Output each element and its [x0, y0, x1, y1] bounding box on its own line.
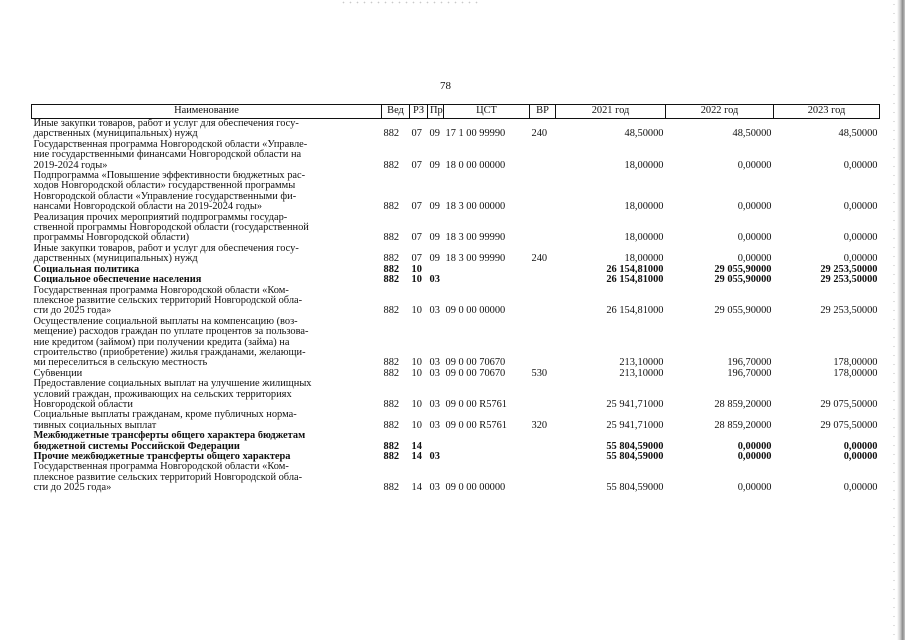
name-line: Прочие межбюджетные трансферты общего характера — [33, 452, 291, 462]
cell-cst: 09 0 00 R5761 — [445, 398, 507, 410]
name-line: Межбюджетные трансферты общего характера бюджетам — [33, 431, 306, 442]
cell-y2022: 0,00000 — [737, 232, 772, 244]
cell-y2023: 0,00000 — [843, 452, 878, 462]
name-line: дарственных (муниципальных) нужд — [33, 128, 198, 140]
cell-name — [32, 379, 382, 410]
name-line: нансами Новгородской области на 2019-2024 годы» — [33, 201, 263, 213]
cell-cst: 09 0 00 00000 — [445, 482, 506, 494]
cell-cst: 18 0 00 00000 — [445, 159, 506, 171]
cell-ved: 882 — [383, 398, 400, 410]
cell-vr — [530, 275, 556, 285]
cell-ved: 882 — [383, 452, 400, 462]
cell-y2023: 0,00000 — [843, 440, 878, 452]
cell-y2021: 26 154,81000 — [606, 305, 664, 317]
cell-y2023: 178,00000 — [833, 368, 878, 379]
name-line: программы Новгородской области) — [33, 232, 190, 244]
cell-name — [32, 431, 382, 452]
name-line: Государственная программа Новгородской области «Ком- — [33, 285, 289, 296]
cell-y2023: 48,50000 — [838, 128, 878, 140]
cell-pr: 03 — [429, 419, 440, 431]
cell-name — [32, 369, 382, 379]
name-line: Реализация прочих мероприятий подпрограммы государ- — [33, 212, 288, 223]
cell-y2023: 29 253,50000 — [820, 264, 878, 275]
name-line: Социальная политика — [33, 264, 140, 275]
cell-cst: 18 3 00 99990 — [445, 253, 506, 265]
header-name: Наименование — [32, 105, 382, 119]
cell-vr — [530, 317, 556, 369]
cell-rz: 07 — [411, 232, 422, 244]
table-header-row — [32, 105, 880, 119]
cell-name — [32, 265, 382, 275]
cell-cst: 09 0 00 70670 — [445, 357, 506, 369]
cell-y2022: 28 859,20000 — [714, 419, 772, 431]
cell-pr: 09 — [429, 232, 440, 244]
name-line: плексное развитие сельских территорий Новгородской обла- — [33, 294, 303, 306]
name-line: строительство (приобретение) жилья гражданами, желающи- — [33, 346, 306, 358]
cell-y2021: 26 154,81000 — [606, 264, 664, 275]
cell-pr: 03 — [429, 357, 440, 369]
cell-rz: 14 — [411, 440, 422, 452]
table-row — [32, 452, 880, 462]
cell-name — [32, 452, 382, 462]
cell-y2021: 55 804,59000 — [606, 440, 664, 452]
cell-y2022: 196,70000 — [727, 357, 772, 369]
cell-y2022: 28 859,20000 — [714, 398, 772, 410]
cell-vr — [530, 213, 556, 244]
name-line: Иные закупки товаров, работ и услуг для обеспечения госу- — [33, 243, 299, 254]
table-row — [32, 265, 880, 275]
cell-pr — [428, 431, 444, 452]
cell-y2023: 0,00000 — [843, 482, 878, 494]
name-line: Предоставление социальных выплат на улучшение жилищных — [33, 379, 312, 390]
cell-ved: 882 — [383, 368, 400, 379]
header-2022: 2022 год — [666, 105, 774, 119]
header-vr: ВР — [530, 105, 556, 119]
cell-rz: 07 — [411, 159, 422, 171]
cell-rz: 10 — [411, 398, 422, 410]
cell-y2021: 26 154,81000 — [606, 275, 664, 286]
cell-rz: 07 — [411, 201, 422, 213]
name-line: Иные закупки товаров, работ и услуг для обеспечения госу- — [33, 118, 299, 129]
name-line: дарственных (муниципальных) нужд — [33, 253, 198, 265]
cell-ved: 882 — [383, 419, 400, 431]
cell-rz: 10 — [411, 275, 422, 286]
cell-vr — [530, 431, 556, 452]
name-line: Государственная программа Новгородской области «Ком- — [33, 462, 289, 473]
cell-y2021: 25 941,71000 — [606, 398, 664, 410]
cell-pr: 09 — [429, 253, 440, 265]
scan-edge — [897, 0, 905, 640]
cell-name — [32, 171, 382, 213]
cell-ved: 882 — [383, 264, 400, 275]
cell-ved: 882 — [383, 232, 400, 244]
cell-vr: 240 — [531, 128, 548, 140]
cell-rz: 07 — [411, 128, 422, 140]
cell-y2022: 0,00000 — [737, 159, 772, 171]
name-line: ственной программы Новгородской области (государственной — [33, 222, 309, 234]
cell-ved: 882 — [383, 253, 400, 265]
table-row — [32, 317, 880, 369]
cell-name — [32, 410, 382, 431]
cell-ved: 882 — [383, 201, 400, 213]
cell-vr — [530, 462, 556, 493]
name-line: бюджетной системы Российской Федерации — [33, 440, 240, 452]
table-row — [32, 369, 880, 379]
cell-vr — [530, 286, 556, 317]
header-2021: 2021 год — [556, 105, 666, 119]
cell-y2022: 0,00000 — [737, 201, 772, 213]
table-row — [32, 379, 880, 410]
name-line: Социальные выплаты гражданам, кроме публичных норма- — [33, 410, 297, 421]
header-pr: Пр — [428, 105, 444, 119]
cell-rz: 10 — [411, 305, 422, 317]
cell-y2022: 29 055,90000 — [714, 264, 772, 275]
name-line: Осуществление социальной выплаты на компенсацию (воз- — [33, 316, 298, 327]
name-line: Новгородской области «Управление государственными фи- — [33, 190, 297, 202]
cell-cst: 09 0 00 00000 — [445, 305, 506, 317]
cell-ved: 882 — [383, 357, 400, 369]
cell-rz: 14 — [411, 452, 422, 462]
cell-pr: 03 — [429, 482, 440, 494]
cell-y2022: 0,00000 — [737, 440, 772, 452]
name-line: Подпрограмма «Повышение эффективности бюджетных рас- — [33, 171, 306, 182]
name-line: сти до 2025 года» — [33, 305, 112, 317]
table-row — [32, 286, 880, 317]
cell-cst — [444, 275, 530, 285]
cell-vr: 320 — [531, 419, 548, 431]
cell-y2022: 0,00000 — [737, 452, 772, 462]
cell-y2022: 196,70000 — [727, 368, 772, 379]
cell-y2021: 213,10000 — [619, 368, 664, 379]
table-row — [32, 462, 880, 493]
cell-y2022: 48,50000 — [732, 128, 772, 140]
cell-ved: 882 — [383, 305, 400, 317]
cell-rz: 14 — [411, 482, 422, 494]
cell-y2021: 55 804,59000 — [606, 452, 664, 462]
cell-rz: 07 — [411, 253, 422, 265]
cell-y2023: 29 253,50000 — [820, 275, 878, 286]
cell-y2021: 18,00000 — [624, 159, 664, 171]
table-row — [32, 244, 880, 265]
name-line: Государственная программа Новгородской области «Управле- — [33, 139, 308, 150]
table-row — [32, 140, 880, 171]
cell-cst: 17 1 00 99990 — [445, 128, 506, 140]
cell-name — [32, 244, 382, 265]
name-line: ние государственными финансами Новгородской области на — [33, 149, 302, 161]
cell-cst: 18 3 00 99990 — [445, 232, 506, 244]
table-row — [32, 171, 880, 213]
cell-pr: 03 — [429, 398, 440, 410]
cell-vr — [530, 265, 556, 275]
cell-y2022: 0,00000 — [737, 253, 772, 265]
cell-name — [32, 140, 382, 171]
cell-vr — [530, 140, 556, 171]
cell-rz: 10 — [411, 419, 422, 431]
budget-table — [31, 104, 880, 494]
cell-name — [32, 119, 382, 140]
cell-rz: 10 — [411, 368, 422, 379]
header-rz: РЗ — [410, 105, 428, 119]
scan-artifact — [340, 0, 480, 5]
header-2023: 2023 год — [774, 105, 880, 119]
cell-y2022: 0,00000 — [737, 482, 772, 494]
cell-vr: 240 — [531, 253, 548, 265]
cell-y2022: 29 055,90000 — [714, 305, 772, 317]
cell-pr: 03 — [429, 305, 440, 317]
cell-pr: 03 — [429, 452, 440, 462]
cell-ved: 882 — [383, 128, 400, 140]
name-line: 2019-2024 годы» — [33, 159, 108, 171]
cell-ved: 882 — [383, 482, 400, 494]
cell-name — [32, 275, 382, 285]
cell-y2023: 29 253,50000 — [820, 305, 878, 317]
cell-cst — [444, 265, 530, 275]
cell-name — [32, 462, 382, 493]
cell-y2021: 48,50000 — [624, 128, 664, 140]
header-ved: Вед — [382, 105, 410, 119]
cell-rz: 10 — [411, 357, 422, 369]
cell-y2021: 213,10000 — [619, 357, 664, 369]
name-line: Субвенции — [33, 368, 83, 379]
cell-pr: 09 — [429, 159, 440, 171]
cell-pr: 09 — [429, 128, 440, 140]
name-line: тивных социальных выплат — [33, 419, 157, 431]
table-row — [32, 119, 880, 140]
cell-name — [32, 286, 382, 317]
cell-vr — [530, 171, 556, 213]
name-line: плексное развитие сельских территорий Новгородской обла- — [33, 471, 303, 483]
cell-name — [32, 317, 382, 369]
cell-ved: 882 — [383, 159, 400, 171]
cell-pr: 03 — [429, 368, 440, 379]
cell-y2021: 55 804,59000 — [606, 482, 664, 494]
table-row — [32, 431, 880, 452]
cell-y2023: 0,00000 — [843, 253, 878, 265]
cell-ved: 882 — [383, 275, 400, 286]
cell-y2022: 29 055,90000 — [714, 275, 772, 286]
cell-rz: 10 — [411, 264, 422, 275]
cell-y2021: 18,00000 — [624, 201, 664, 213]
cell-y2021: 18,00000 — [624, 232, 664, 244]
name-line: Социальное обеспечение населения — [33, 275, 202, 286]
cell-y2023: 0,00000 — [843, 232, 878, 244]
name-line: ходов Новгородской области» государственной программы — [33, 180, 296, 192]
cell-y2021: 25 941,71000 — [606, 419, 664, 431]
cell-y2023: 0,00000 — [843, 159, 878, 171]
name-line: сти до 2025 года» — [33, 482, 112, 494]
cell-y2023: 0,00000 — [843, 201, 878, 213]
cell-cst: 09 0 00 R5761 — [445, 419, 507, 431]
table-body — [32, 119, 880, 494]
table-row — [32, 410, 880, 431]
table-row — [32, 275, 880, 285]
name-line: ние кредитом (займом) при получении кредита (займа) на — [33, 336, 290, 348]
cell-vr — [530, 452, 556, 462]
cell-name — [32, 213, 382, 244]
name-line: ми переселиться в сельскую местность — [33, 357, 208, 369]
table-row — [32, 213, 880, 244]
name-line: условий граждан, проживающих на сельских территориях — [33, 388, 292, 400]
cell-cst: 18 3 00 00000 — [445, 201, 506, 213]
page-number: 78 — [440, 80, 451, 92]
cell-pr: 03 — [429, 275, 440, 286]
name-line: Новгородской области — [33, 398, 133, 410]
cell-vr — [530, 379, 556, 410]
cell-ved: 882 — [383, 440, 400, 452]
header-cst: ЦСТ — [444, 105, 530, 119]
cell-pr: 09 — [429, 201, 440, 213]
cell-cst: 09 0 00 70670 — [445, 368, 506, 379]
name-line: мещение) расходов граждан по уплате процентов за пользова- — [33, 326, 309, 338]
cell-y2023: 29 075,50000 — [820, 419, 878, 431]
cell-y2021: 18,00000 — [624, 253, 664, 265]
cell-pr — [428, 265, 444, 275]
cell-y2023: 29 075,50000 — [820, 398, 878, 410]
cell-cst — [444, 452, 530, 462]
cell-vr: 530 — [531, 368, 548, 379]
cell-y2023: 178,00000 — [833, 357, 878, 369]
cell-cst — [444, 431, 530, 452]
